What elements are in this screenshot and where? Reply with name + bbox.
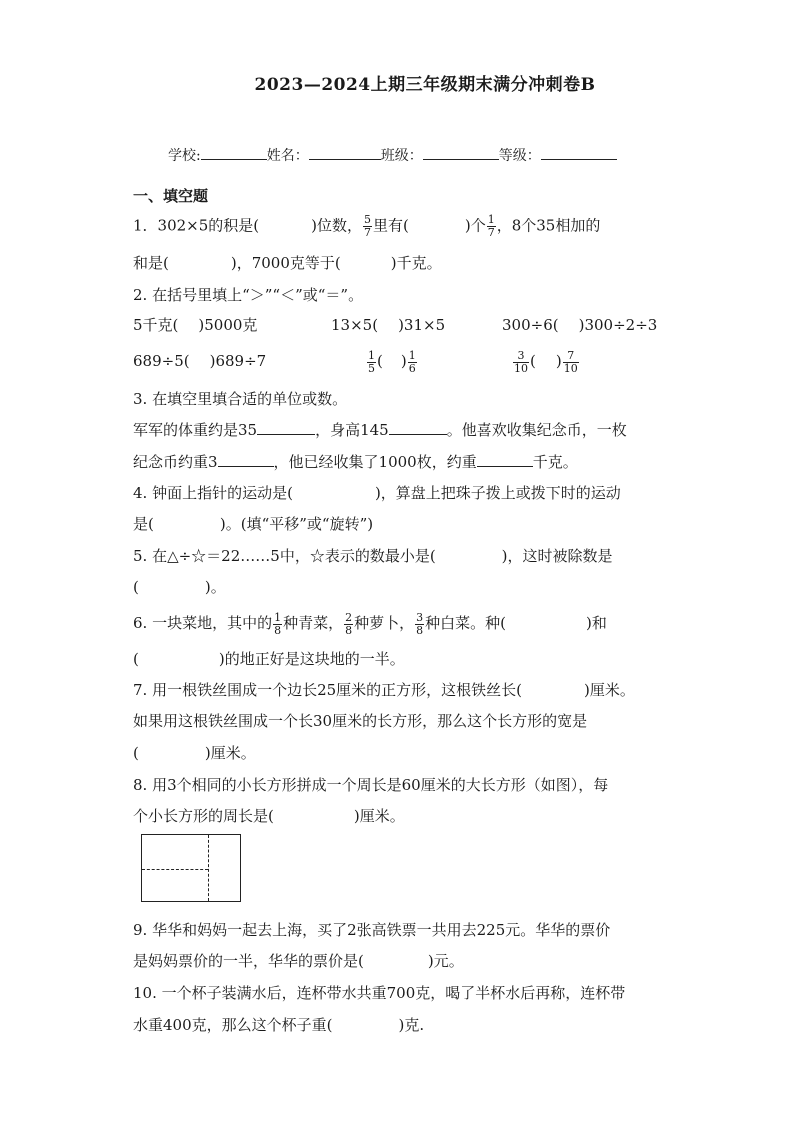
question-3-line-2: 纪念币约重3 ，他已经收集了1000枚，约重 千克。 xyxy=(133,453,578,471)
question-10-line-1: 10. 一个杯子装满水后，连杯带水共重700克，喝了半杯水后再称，连杯带 xyxy=(133,984,626,1002)
section-heading: 一、填空题 xyxy=(133,187,209,205)
class-blank[interactable] xyxy=(423,145,499,160)
answer-blank[interactable] xyxy=(477,452,533,467)
question-2: 2. 在括号里填上“＞”“＜”或“＝”。 xyxy=(133,286,364,304)
page-title: 2023—2024上期三年级期末满分冲刺卷B xyxy=(254,75,596,95)
compare-item: 5千克( )5000克 xyxy=(133,316,258,334)
question-3-line-1: 军军的体重约是35 ，身高145 。他喜欢收集纪念币，一枚 xyxy=(133,421,627,439)
rectangle-diagram xyxy=(141,834,241,902)
answer-blank[interactable] xyxy=(389,420,447,435)
question-6-line-2: ( )的地正好是这块地的一半。 xyxy=(133,650,405,668)
student-info-row xyxy=(168,145,617,165)
question-8-line-1: 8. 用3个相同的小长方形拼成一个周长是60厘米的大长方形（如图），每 xyxy=(133,776,609,794)
compare-item: $\frac{1}{5}$ ( ) $\frac{1}{6}$ xyxy=(368,348,416,375)
dashed-vertical-line xyxy=(208,835,209,901)
grade-label: 等级： xyxy=(498,148,541,164)
fraction: $\frac{5}{7}$ xyxy=(364,213,371,239)
question-7-line-2: 如果用这根铁丝围成一个长30厘米的长方形，那么这个长方形的宽是 xyxy=(133,712,588,730)
question-9-line-2: 是妈妈票价的一半，华华的票价是( )元。 xyxy=(133,952,464,970)
question-6-line-1: 6. 一块菜地，其中的 $\frac{1}{8}$ 种青菜， $\frac{2}{8}$ 种萝卜， $\frac{3}{8}$ 种白菜。种( )和 xyxy=(133,610,607,637)
question-7-line-3: ( )厘米。 xyxy=(133,744,256,762)
dashed-horizontal-line xyxy=(142,869,208,870)
question-4-line-1: 4. 钟面上指针的运动是( )，算盘上把珠子拨上或拨下时的运动 xyxy=(133,484,621,502)
fraction: $\frac{1}{7}$ xyxy=(487,213,495,239)
compare-item: 13×5( )31×5 xyxy=(331,316,446,334)
question-3: 3. 在填空里填合适的单位或数。 xyxy=(133,390,348,408)
compare-item: 300÷6( )300÷2÷3 xyxy=(502,316,658,334)
question-1-line-2: 和是( )，7000克等于( )千克。 xyxy=(133,254,442,272)
grade-blank[interactable] xyxy=(541,145,617,160)
answer-blank[interactable] xyxy=(218,452,274,467)
question-10-line-2: 水重400克，那么这个杯子重( )克. xyxy=(133,1016,425,1034)
compare-item: 689÷5( )689÷7 xyxy=(133,352,267,370)
class-label: 班级： xyxy=(380,148,423,164)
question-1-line-1: 1．302×5的积是( )位数， $\frac{5}{7}$ 里有( )个 $\frac{1}{7}$ ，8个35相加的 xyxy=(133,213,601,239)
question-8-line-2: 个小长方形的周长是( )厘米。 xyxy=(133,807,405,825)
question-5-line-1: 5. 在△÷☆＝22……5中，☆表示的数最小是( )，这时被除数是 xyxy=(133,547,613,565)
name-blank[interactable] xyxy=(309,145,381,160)
answer-blank[interactable] xyxy=(257,420,315,435)
compare-item: $\frac{3}{10}$ ( ) $\frac{7}{10}$ xyxy=(514,348,578,375)
question-9-line-1: 9. 华华和妈妈一起去上海，买了2张高铁票一共用去225元。华华的票价 xyxy=(133,921,611,939)
question-5-line-2: ( )。 xyxy=(133,578,226,596)
school-label: 学校: xyxy=(168,148,201,164)
question-7-line-1: 7. 用一根铁丝围成一个边长25厘米的正方形，这根铁丝长( )厘米。 xyxy=(133,681,635,699)
question-4-line-2: 是( )。(填“平移”或“旋转”) xyxy=(133,515,374,533)
school-blank[interactable] xyxy=(201,145,267,160)
name-label: 姓名： xyxy=(266,148,309,164)
